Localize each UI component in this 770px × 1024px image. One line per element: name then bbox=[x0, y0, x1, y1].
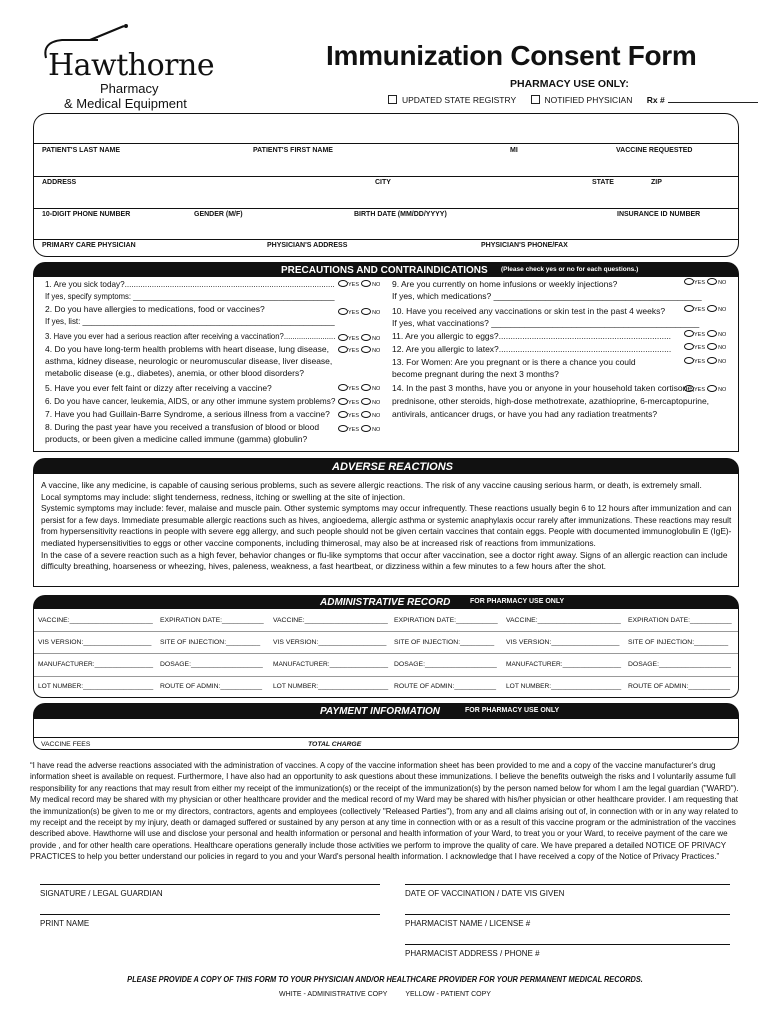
right-q-yes-no-0 bbox=[684, 278, 726, 286]
yes-radio[interactable] bbox=[684, 385, 694, 392]
last-name-label[interactable]: PATIENT'S LAST NAME bbox=[42, 147, 121, 154]
admin-field[interactable]: DOSAGE:___________________ bbox=[628, 661, 731, 668]
admin-field[interactable]: LOT NUMBER:___________________ bbox=[273, 683, 389, 690]
precaution-right-line: 14. In the past 3 months, have you or anyone in your household taken cortisone, bbox=[392, 383, 695, 393]
rx-label: Rx # bbox=[646, 95, 665, 105]
birth-date-label[interactable]: BIRTH DATE (MM/DD/YYYY) bbox=[354, 211, 447, 218]
precaution-right-line: antivirals, anticancer drugs, or have you had any radiation treatments? bbox=[392, 409, 658, 419]
left-q-yes-no-11 bbox=[338, 425, 380, 433]
precaution-left-line: If yes, list: _________________________________________________________ bbox=[45, 316, 335, 326]
precaution-right-line: 12. Are you allergic to latex?......................................................................... bbox=[392, 344, 672, 354]
logo-line2: & Medical Equipment bbox=[64, 96, 187, 111]
yes-radio[interactable] bbox=[684, 305, 694, 312]
yes-label: YES bbox=[348, 427, 360, 433]
right-q-yes-no-4 bbox=[684, 330, 726, 338]
yes-radio[interactable] bbox=[338, 346, 348, 353]
yes-radio[interactable] bbox=[338, 384, 348, 391]
admin-field[interactable]: SITE OF INJECTION:_________ bbox=[628, 639, 729, 646]
white-copy-label: WHITE - ADMINISTRATIVE COPY bbox=[279, 991, 388, 998]
signature-label[interactable]: SIGNATURE / LEGAL GUARDIAN bbox=[40, 889, 163, 898]
pharmacy-use-checks bbox=[388, 95, 758, 105]
admin-heading: ADMINISTRATIVE RECORD bbox=[320, 597, 451, 608]
consent-line: information sheet is available on request. Furthermore, I have also had an opportunity to ask questions about these immunizations. I believe the benefits outweigh the risks and I voluntarily assume full bbox=[30, 772, 736, 782]
no-radio[interactable] bbox=[707, 357, 717, 364]
admin-field[interactable]: VIS VERSION:__________________ bbox=[38, 639, 152, 646]
precautions-note: (Please check yes or no for each questions.) bbox=[501, 266, 639, 273]
left-q-yes-no-5 bbox=[338, 346, 380, 354]
precaution-left-line: products, or been given a medicine called immune (gamma) globulin? bbox=[45, 434, 308, 444]
no-label: NO bbox=[372, 400, 381, 406]
no-radio[interactable] bbox=[361, 425, 371, 432]
precaution-left-line: If yes, specify symptoms: _______________________________________________ bbox=[45, 291, 335, 301]
pcp-label[interactable]: PRIMARY CARE PHYSICIAN bbox=[42, 242, 136, 249]
no-label: NO bbox=[372, 348, 381, 354]
yes-label: YES bbox=[348, 400, 360, 406]
no-label: NO bbox=[372, 336, 381, 342]
yes-label: YES bbox=[694, 359, 706, 365]
right-q-yes-no-5 bbox=[684, 343, 726, 351]
print-name-label[interactable]: PRINT NAME bbox=[40, 919, 90, 928]
yes-label: YES bbox=[348, 413, 360, 419]
yes-radio[interactable] bbox=[684, 278, 694, 285]
footer-note: PLEASE PROVIDE A COPY OF THIS FORM TO YOUR PHYSICIAN AND/OR HEALTHCARE PROVIDER FOR YOUR PERMANENT MEDICAL RECORDS. bbox=[127, 975, 643, 984]
city-label[interactable]: CITY bbox=[375, 179, 391, 186]
yes-label: YES bbox=[694, 280, 706, 286]
left-q-yes-no-0 bbox=[338, 280, 380, 288]
adverse-line: Local symptoms may include: slight tenderness, redness, itching or swelling at the site of injection. bbox=[41, 491, 406, 502]
first-name-label[interactable]: PATIENT'S FIRST NAME bbox=[253, 147, 333, 154]
yes-label: YES bbox=[694, 345, 706, 351]
precaution-right-line: 13. For Women: Are you pregnant or is there a chance you could bbox=[392, 357, 636, 367]
payment-header bbox=[33, 703, 739, 719]
no-label: NO bbox=[718, 359, 727, 365]
precaution-right-line: If yes, what vaccinations? ____________________________________________ bbox=[392, 318, 700, 328]
state-label[interactable]: STATE bbox=[592, 179, 614, 186]
yes-radio[interactable] bbox=[684, 357, 694, 364]
precaution-left-line: 6. Do you have cancer, leukemia, AIDS, or any other immune system problems? bbox=[45, 396, 336, 406]
yellow-copy-label: YELLOW - PATIENT COPY bbox=[405, 991, 491, 998]
hawthorne-logo bbox=[38, 24, 218, 112]
admin-field[interactable]: SITE OF INJECTION:_________ bbox=[394, 639, 495, 646]
admin-field[interactable]: EXPIRATION DATE:___________ bbox=[160, 617, 264, 624]
admin-header bbox=[33, 595, 739, 609]
no-label: NO bbox=[718, 307, 727, 313]
yes-radio[interactable] bbox=[338, 425, 348, 432]
precaution-right-line: If yes, which medications? ____________________________________________ bbox=[392, 291, 702, 301]
no-radio[interactable] bbox=[707, 305, 717, 312]
yes-label: YES bbox=[348, 336, 360, 342]
admin-field[interactable]: EXPIRATION DATE:___________ bbox=[628, 617, 732, 624]
no-label: NO bbox=[372, 427, 381, 433]
admin-field[interactable]: VACCINE:______________________ bbox=[506, 617, 621, 624]
admin-field[interactable]: MANUFACTURER:________________ bbox=[38, 661, 154, 668]
physician-address-label[interactable]: PHYSICIAN'S ADDRESS bbox=[267, 242, 348, 249]
vaccine-requested-label[interactable]: VACCINE REQUESTED bbox=[616, 147, 693, 154]
zip-label[interactable]: ZIP bbox=[651, 179, 662, 186]
pharmacy-use-heading: PHARMACY USE ONLY: bbox=[510, 78, 629, 90]
precaution-right-line: 10. Have you received any vaccinations or skin test in the past 4 weeks? bbox=[392, 306, 666, 316]
adverse-header bbox=[33, 458, 739, 474]
admin-field[interactable]: LOT NUMBER:___________________ bbox=[38, 683, 154, 690]
no-radio[interactable] bbox=[707, 330, 717, 337]
adverse-line: mediated hypersensitivities to eggs or other vaccine components, including thimerosal, may also be at increased risk of reactions from immunizations. bbox=[41, 537, 596, 548]
admin-field[interactable]: VACCINE:______________________ bbox=[273, 617, 388, 624]
pharmacist-address-label[interactable]: PHARMACIST ADDRESS / PHONE # bbox=[405, 949, 540, 958]
admin-field[interactable]: DOSAGE:___________________ bbox=[394, 661, 497, 668]
no-label: NO bbox=[372, 413, 381, 419]
updated-registry-checkbox[interactable] bbox=[388, 95, 397, 104]
yes-label: YES bbox=[348, 386, 360, 392]
precautions-header bbox=[33, 262, 739, 277]
total-charge-label[interactable]: TOTAL CHARGE bbox=[308, 741, 362, 748]
logo-brand: Hawthorne bbox=[48, 48, 215, 83]
precaution-left-line: asthma, kidney disease, neurologic or neuromuscular disease, liver disease, bbox=[45, 356, 333, 366]
updated-registry-label: UPDATED STATE REGISTRY bbox=[402, 95, 517, 105]
admin-field[interactable]: EXPIRATION DATE:___________ bbox=[394, 617, 498, 624]
admin-field[interactable]: VIS VERSION:__________________ bbox=[273, 639, 387, 646]
vaccine-fees-label[interactable]: VACCINE FEES bbox=[41, 741, 91, 748]
no-label: NO bbox=[718, 332, 727, 338]
precaution-left-line: 4. Do you have long-term health problems with heart disease, lung disease, bbox=[45, 344, 329, 354]
consent-line: the immunization(s) be given to me or my directors, contractors, agents and employees (collectively "Released Parties"), from any and all claims arising out of, in connection with or in any way related to bbox=[30, 806, 738, 816]
yes-radio[interactable] bbox=[684, 343, 694, 350]
yes-label: YES bbox=[694, 332, 706, 338]
vaccination-date-label[interactable]: DATE OF VACCINATION / DATE VIS GIVEN bbox=[405, 889, 565, 898]
yes-label: YES bbox=[694, 387, 706, 393]
left-q-yes-no-2 bbox=[338, 308, 380, 316]
admin-field[interactable]: MANUFACTURER:________________ bbox=[273, 661, 389, 668]
no-radio[interactable] bbox=[361, 398, 371, 405]
precaution-left-line: 3. Have you ever had a serious reaction after receiving a vaccination?........................ bbox=[45, 331, 336, 341]
no-radio[interactable] bbox=[361, 411, 371, 418]
no-radio[interactable] bbox=[361, 308, 371, 315]
form-title: Immunization Consent Form bbox=[326, 40, 697, 71]
precaution-right-line: prednisone, other steroids, high-dose methotrexate, azathioprine, 6-mercaptopurine, bbox=[392, 396, 710, 406]
no-radio[interactable] bbox=[707, 278, 717, 285]
precautions-heading: PRECAUTIONS AND CONTRAINDICATIONS bbox=[281, 265, 488, 276]
insurance-label[interactable]: INSURANCE ID NUMBER bbox=[617, 211, 701, 218]
address-label[interactable]: ADDRESS bbox=[42, 179, 77, 186]
payment-box bbox=[33, 718, 739, 750]
precaution-right-line: 11. Are you allergic to eggs?......................................................................... bbox=[392, 331, 672, 341]
consent-line: My medical record may be shared with my physician or other healthcare provider and the medical record of my Ward may be shared with his/her physician or other healthcare provider. I am requesting that bbox=[30, 795, 738, 805]
phone-label[interactable]: 10-DIGIT PHONE NUMBER bbox=[42, 211, 131, 218]
no-radio[interactable] bbox=[361, 384, 371, 391]
consent-line: “I have read the adverse reactions associated with the administration of vaccines. A copy of the vaccine information sheet has been provided to me and a copy of the vaccine manufacturer's drug bbox=[30, 761, 716, 770]
yes-radio[interactable] bbox=[338, 334, 348, 341]
no-label: NO bbox=[372, 282, 381, 288]
pharmacist-name-label[interactable]: PHARMACIST NAME / LICENSE # bbox=[405, 919, 531, 928]
no-label: NO bbox=[718, 345, 727, 351]
precaution-left-line: 5. Have you ever felt faint or dizzy after receiving a vaccine? bbox=[45, 383, 272, 393]
payment-sub: FOR PHARMACY USE ONLY bbox=[465, 707, 560, 714]
consent-line: provide , and for other health care operations. Healthcare operations generally include those activities we perform to improve the quality of care. We have prepared a detailed NOTICE OF PRIVACY bbox=[30, 840, 727, 850]
consent-line: PRACTICES to help you better understand our policies in regard to you and your Ward's personal health information. I acknowledge that I have received a copy of the Notice of Privacy Practices.” bbox=[30, 852, 720, 862]
admin-field[interactable]: ROUTE OF ADMIN:___________ bbox=[394, 683, 496, 690]
no-radio[interactable] bbox=[707, 385, 717, 392]
precaution-left-line: metabolic disease (e.g., diabetes), anemia, or other blood disorders? bbox=[45, 368, 304, 378]
no-label: NO bbox=[372, 386, 381, 392]
payment-heading: PAYMENT INFORMATION bbox=[320, 706, 440, 717]
yes-radio[interactable] bbox=[338, 398, 348, 405]
no-radio[interactable] bbox=[361, 280, 371, 287]
no-label: NO bbox=[372, 310, 381, 316]
no-label: NO bbox=[718, 280, 727, 286]
no-radio[interactable] bbox=[361, 346, 371, 353]
logo-line1: Pharmacy bbox=[100, 81, 159, 96]
left-q-yes-no-8 bbox=[338, 384, 380, 392]
notified-physician-label: NOTIFIED PHYSICIAN bbox=[544, 95, 633, 105]
yes-radio[interactable] bbox=[684, 330, 694, 337]
no-label: NO bbox=[718, 387, 727, 393]
left-q-yes-no-10 bbox=[338, 411, 380, 419]
left-q-yes-no-4 bbox=[338, 334, 380, 342]
consent-line: described above. Hawthorne will use and disclose your personal and health information or personal and health information of your Ward, to treat you or your Ward, to receive payment of the care we bbox=[30, 829, 728, 839]
admin-field[interactable]: LOT NUMBER:___________________ bbox=[506, 683, 622, 690]
rx-field[interactable] bbox=[668, 95, 758, 103]
admin-sub: FOR PHARMACY USE ONLY bbox=[470, 598, 565, 605]
adverse-line: difficulty breathing, hoarseness or wheezing, hives, paleness, weakness, a fast heartbeat, or dizziness within a few minutes to a few hours after the shot. bbox=[41, 561, 606, 572]
admin-field[interactable]: VIS VERSION:__________________ bbox=[506, 639, 620, 646]
precaution-right-line: become pregnant during the next 3 months? bbox=[392, 369, 559, 379]
yes-label: YES bbox=[348, 310, 360, 316]
admin-field[interactable]: ROUTE OF ADMIN:___________ bbox=[628, 683, 730, 690]
no-radio[interactable] bbox=[361, 334, 371, 341]
right-q-yes-no-2 bbox=[684, 305, 726, 313]
physician-phone-label[interactable]: PHYSICIAN'S PHONE/FAX bbox=[481, 242, 568, 249]
gender-label[interactable]: GENDER (M/F) bbox=[194, 211, 243, 218]
notified-physician-checkbox[interactable] bbox=[531, 95, 540, 104]
consent-text bbox=[30, 760, 742, 863]
admin-field[interactable]: ROUTE OF ADMIN:___________ bbox=[160, 683, 262, 690]
adverse-line: Systemic symptoms may include: fever, malaise and muscle pain. Other systemic symptoms may occur infrequently. These reactions usually begin 6 to 12 hours after immunization and can bbox=[41, 503, 732, 514]
right-q-yes-no-6 bbox=[684, 357, 726, 365]
adverse-line: from hypersensitivity reactions in people with severe egg allergy, and such people should not be given certain vaccines that contain eggs. People with documented immunoglobulin E (IgE)- bbox=[41, 526, 732, 537]
precaution-left-line: 7. Have you had Guillain-Barre Syndrome, a serious illness from a vaccine? bbox=[45, 409, 330, 419]
precaution-left-line: 1. Are you sick today?............................................................................................. bbox=[45, 279, 335, 289]
yes-label: YES bbox=[694, 307, 706, 313]
yes-radio[interactable] bbox=[338, 280, 348, 287]
no-radio[interactable] bbox=[707, 343, 717, 350]
yes-radio[interactable] bbox=[338, 411, 348, 418]
adverse-heading: ADVERSE REACTIONS bbox=[332, 461, 454, 473]
precaution-left-line: 2. Do you have allergies to medications, food or vaccines? bbox=[45, 304, 265, 314]
copy-note bbox=[0, 991, 770, 998]
right-q-yes-no-8 bbox=[684, 385, 726, 393]
admin-field[interactable]: DOSAGE:___________________ bbox=[160, 661, 263, 668]
adverse-line: persist for a few days. Immediate presumable allergic reactions such as hives, angioedema, allergic asthma or systemic anaphylaxis occur rarely after immunizations. These reactions may result bbox=[41, 514, 732, 525]
admin-field[interactable]: VACCINE:______________________ bbox=[38, 617, 153, 624]
precaution-left-line: 8. During the past year have you received a transfusion of blood or blood bbox=[45, 422, 320, 432]
yes-label: YES bbox=[348, 348, 360, 354]
adverse-text bbox=[41, 480, 731, 573]
adverse-line: In the case of a severe reaction such as a high fever, behavior changes or flu-like symptoms that occur after vaccination, see a doctor right away. Signs of an allergic reaction can include bbox=[41, 549, 728, 560]
consent-line: my receipt and the receipt by my injury, death or damaged suffered or sustained by any person at any time in connection with or as a result of this vaccine program or the administration of the vaccines bbox=[30, 818, 736, 828]
patient-info-box bbox=[33, 113, 739, 257]
mi-label[interactable]: MI bbox=[510, 147, 518, 154]
admin-field[interactable]: MANUFACTURER:________________ bbox=[506, 661, 622, 668]
consent-line: responsibility for any reactions that may result from either my receipt of the immunization(s) or the receipt of the immunization(s) by the person named below for whom I am the legal guardian ("WARD"). bbox=[30, 783, 739, 793]
adverse-line: A vaccine, like any medicine, is capable of causing serious problems, such as severe allergic reactions. The risk of any vaccine causing serious harm, or death, is extremely small. bbox=[41, 480, 702, 490]
precaution-right-line: 9. Are you currently on home infusions or weekly injections? bbox=[392, 279, 618, 289]
yes-label: YES bbox=[348, 282, 360, 288]
yes-radio[interactable] bbox=[338, 308, 348, 315]
left-q-yes-no-9 bbox=[338, 398, 380, 406]
admin-field[interactable]: SITE OF INJECTION:_________ bbox=[160, 639, 261, 646]
